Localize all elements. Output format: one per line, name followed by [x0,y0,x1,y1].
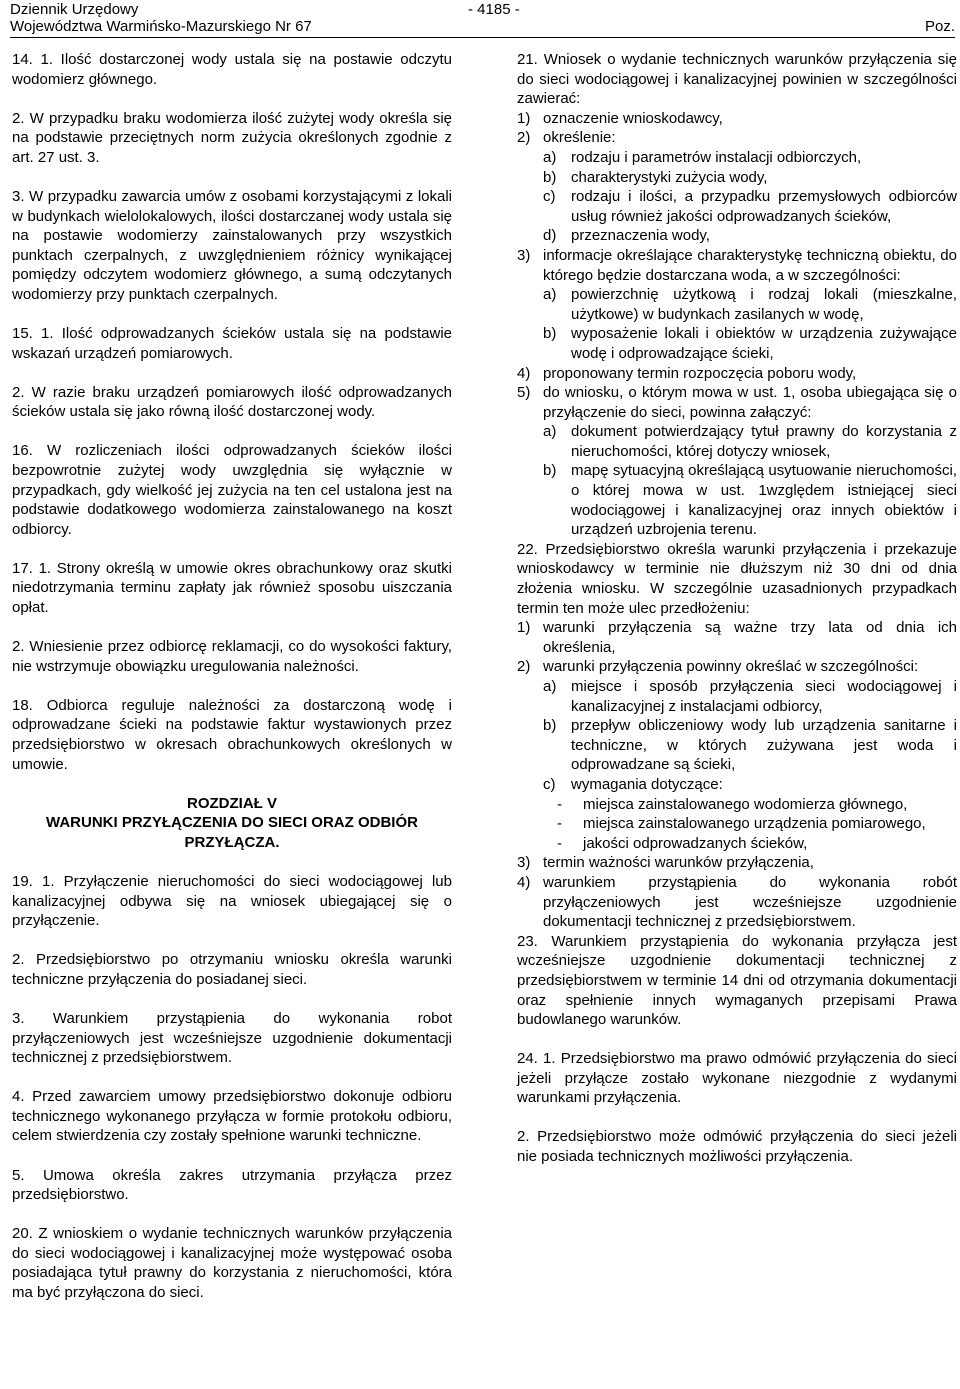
paragraph-24-1: 24. 1. Przedsiębiorstwo ma prawo odmówić przyłączenia do sieci jeżeli przyłącze zostało wykonane niezgodnie z wydanymi warunkami przyłączenia. [517,1050,957,1107]
list-item-text: warunki przyłączenia powinny określać w szczególności: [543,658,919,676]
paragraph-14-3: 3. W przypadku zawarcia umów z osobami korzystającymi z lokali w budynkach wielolokalowych, ilości dostarczanej wody ustala się na postawie wodomierzy zainstalowanych przy wszystkich punktach czerpalnych, z uwzględnieniem różnicy wynikającej pomiędzy odczytem wodomierz głównego, a sumą odczytanych wodomierzy przy punktach czerpalnych. [12,187,452,303]
list-marker: 1) [517,619,531,637]
list-item [543,795,957,815]
list-item-text: rodzaju i parametrów instalacji odbiorczych, [571,148,862,166]
list-marker: 4) [517,873,531,891]
list-item [517,873,957,932]
list-marker: 1) [517,109,531,127]
list-marker: - [557,834,562,852]
list-marker: c) [543,188,556,206]
list-marker: 2) [517,129,531,147]
list-item [543,677,957,716]
list-item-text: proponowany termin rozpoczęcia poboru wody, [543,364,857,382]
list-item-text: powierzchnię użytkową i rodzaj lokali (mieszkalne, użytkowe) w budynkach zasilanych w wodę, [571,286,957,323]
list-marker: 3) [517,246,531,264]
sub-list [543,677,957,795]
list-item [543,226,957,246]
list-item-text: miejsce i sposób przyłączenia sieci wodociągowej i kanalizacyjnej z instalacjami odbiorcy, [571,678,957,715]
chapter-title-line-2: PRZYŁĄCZA. [184,833,280,851]
paragraph-14-2: 2. W przypadku braku wodomierza ilość zużytej wody określa się na podstawie przeciętnych norm zużycia określonych zgodnie z art. 27 ust. 3. [12,109,452,166]
list-item-text: warunkiem przystąpienia do wykonania robót przyłączeniowych jest wcześniejsze uzgodnienie dokumentacji technicznej z przedsiębiorstwem. [543,873,957,931]
list-item [543,461,957,539]
list-marker: 3) [517,854,531,872]
paragraph-17-2: 2. Wniesienie przez odbiorcę reklamacji, co do wysokości faktury, nie wstrzymuje obowiązku uregulowania należności. [12,638,452,675]
list-item-text: oznaczenie wnioskodawcy, [543,109,723,127]
list-marker: 5) [517,384,531,402]
list-item [543,775,957,795]
list-item [543,814,957,834]
list-item [517,109,957,129]
chapter-number: ROZDZIAŁ V [187,794,277,812]
list-marker: a) [543,148,557,166]
chapter-title-line-1: WARUNKI PRZYŁĄCZENIA DO SIECI ORAZ ODBIÓR [46,814,418,832]
list-item [543,324,957,363]
list-item [517,853,957,873]
paragraph-24-2: 2. Przedsiębiorstwo może odmówić przyłączenia do sieci jeżeli nie posiada technicznych możliwości przyłączenia. [517,1128,957,1166]
paragraph-14-1: 14. 1. Ilość dostarczonej wody ustala się na postawie odczytu wodomierz głównego. [12,51,452,88]
list-item-text: miejsca zainstalowanego wodomierza głównego, [583,795,908,813]
page-header [10,0,955,40]
list-item-text: termin ważności warunków przyłączenia, [543,854,814,872]
list-item-text: przepływ obliczeniowy wody lub urządzenia sanitarne i techniczne, w których zużywana jest woda i odprowadzane są ścieki, [571,717,957,774]
list-item-text: do wniosku, o którym mowa w ust. 1, osoba ubiegająca się o przyłączenie do sieci, powinna załączyć: [543,384,957,421]
list-marker: - [557,815,562,833]
left-column [12,50,452,1322]
list-item [543,168,957,188]
paragraph-19-1: 19. 1. Przyłączenie nieruchomości do sieci wodociągowej lub kanalizacyjnej odbywa się na wniosek ubiegającej się o przyłączenie. [12,873,452,930]
list-item-text: warunki przyłączenia są ważne trzy lata od dnia ich określenia, [543,619,957,656]
list-item-text: rodzaju i ilości, a przypadku przemysłowych odbiorców usług również jakości odprowadzanych ścieków, [571,188,957,225]
paragraph-23: 23. Warunkiem przystąpienia do wykonania przyłącza jest wcześniejsze uzgodnienie dokumentacji technicznej z przedsiębiorstwem w terminie 14 dni od otrzymania dokumentacji oraz spełnienie innych wymaganych przepisami Prawa budowlanego warunków. [517,932,957,1029]
sub-list [543,422,957,540]
list-item-text: wyposażenie lokali i obiektów w urządzenia zużywające wodę i odprowadzające ścieki, [571,325,957,362]
paragraph-19-2: 2. Przedsiębiorstwo po otrzymaniu wniosku określa warunki techniczne przyłączenia do posiadanej sieci. [12,951,452,988]
list-marker: 2) [517,658,531,676]
paragraph-15-1: 15. 1. Ilość odprowadzanych ścieków ustala się na podstawie wskazań urządzeń pomiarowych. [12,325,452,362]
paragraph-19-3: 3. Warunkiem przystąpienia do wykonania robot przyłączeniowych jest wcześniejsze uzgodnienie dokumentacji technicznej z przedsiębiorstwem. [12,1009,452,1067]
list-marker: d) [543,227,557,245]
list-item [543,716,957,775]
paragraph-22-intro: 22. Przedsiębiorstwo określa warunki przyłączenia i przekazuje wnioskodawcy w terminie nie dłuższym niż 30 dni od dnia złożenia wniosku. W szczególnie uzasadnionych przypadkach termin ten może ulec przedłożeniu: [517,540,957,617]
list-marker: c) [543,775,556,793]
list-marker: b) [543,325,557,343]
list-item [543,148,957,168]
list-item-text: przeznaczenia wody, [571,227,710,245]
paragraph-19-5: 5. Umowa określa zakres utrzymania przyłącza przez przedsiębiorstwo. [12,1166,452,1204]
header-rule [10,37,955,38]
position-label: Poz. [924,18,955,35]
list-item [517,246,957,364]
list-item-text: jakości odprowadzanych ścieków, [583,834,808,852]
paragraph-15-2: 2. W razie braku urządzeń pomiarowych ilość odprowadzanych ścieków ustala się jako równą ilość dostarczonej wody. [12,383,452,421]
paragraph-17-1: 17. 1. Strony określą w umowie okres obrachunkowy oraz skutki niedotrzymania terminu zapłaty jak również sposobu uiszczania opłat. [12,559,452,617]
list-item [517,618,957,657]
list-item-text: charakterystyki zużycia wody, [571,168,768,186]
list-marker: a) [543,678,557,695]
sub-list [543,285,957,363]
journal-title: Dziennik Urzędowy [10,1,139,18]
list-item-text: mapę sytuacyjną określającą usytuowanie nieruchomości, o której mowa w ust. 1względem istniejącej sieci wodociągowej i kanalizacyjnej oraz innych obiektów i urządzeń uzbrojenia terenu. [571,462,957,539]
paragraph-16: 16. W rozliczeniach ilości odprowadzanych ścieków ilości bezpowrotnie zużytej wody uwzględnia się wyłącznie w przypadkach, gdy wielkość jej zużycia na ten cel ustalona jest na podstawie dodatkowego wodomierza zainstalowanego na koszt odbiorcy. [12,442,452,538]
list-marker: b) [543,717,557,735]
list-item [543,187,957,226]
list-item [517,364,957,384]
paragraph-21-list [517,109,957,540]
paragraph-22-list [517,618,957,932]
paragraph-18: 18. Odbiorca reguluje należności za dostarczoną wodę i odprowadzane ścieki na podstawie faktur wystawionych przez przedsiębiorstwo w okresach obrachunkowych określonych w umowie. [12,696,452,773]
sub-list [543,148,957,246]
paragraph-21-intro: 21. Wniosek o wydanie technicznych warunków przyłączenia się do sieci wodociągowej i kanalizacyjnej powinien w szczególności zawierać: [517,51,957,108]
list-marker: - [557,795,562,813]
list-item-text: miejsca zainstalowanego urządzenia pomiarowego, [583,815,926,833]
list-marker: b) [543,462,557,480]
dash-list [543,795,957,854]
list-marker: b) [543,168,557,186]
list-item-text: informacje określające charakterystykę techniczną obiektu, do którego będzie dostarczana woda, a w szczególności: [543,246,957,284]
right-column [517,50,957,1186]
paragraph-20: 20. Z wnioskiem o wydanie technicznych warunków przyłączenia do sieci wodociągowej i kanalizacyjnej może występować osoba posiadająca tytuł prawny do korzystania z nieruchomości, która ma być przyłączona do sieci. [12,1225,452,1301]
list-marker: a) [543,423,557,441]
journal-subtitle: Województwa Warmińsko-Mazurskiego Nr 67 [10,18,312,35]
chapter-heading [12,794,452,853]
list-item-text: dokument potwierdzający tytuł prawny do korzystania z nieruchomości, której dotyczy wniosek, [571,423,957,460]
list-item [543,422,957,461]
page-number: - 4185 - [468,1,520,18]
list-item [517,128,957,246]
list-item-text: wymagania dotyczące: [571,775,723,793]
paragraph-19-4: 4. Przed zawarciem umowy przedsiębiorstwo dokonuje odbioru technicznego wykonanego przyłącza w formie protokołu odbioru, celem stwierdzenia czy zostały spełnione warunki techniczne. [12,1088,452,1145]
list-item-text: określenie: [543,129,616,147]
list-item [543,834,957,854]
list-marker: 4) [517,364,531,382]
list-item [543,285,957,324]
list-item [517,657,957,853]
list-item [517,383,957,540]
list-marker: a) [543,286,557,304]
